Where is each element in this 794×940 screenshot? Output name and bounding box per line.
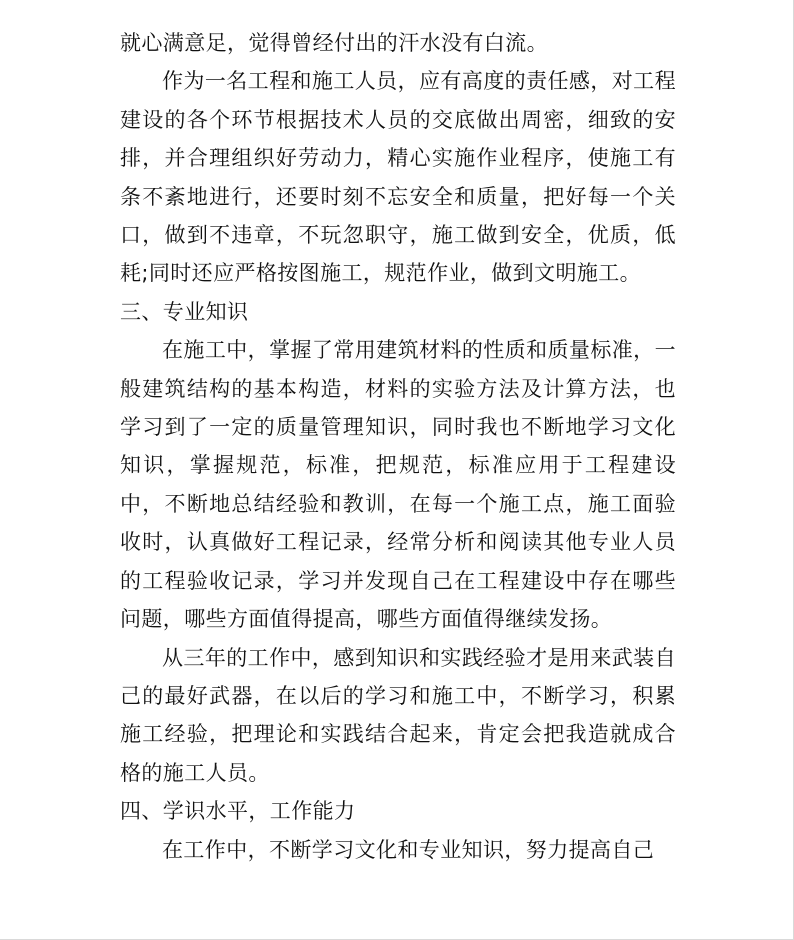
paragraph-ability: 在工作中，不断学习文化和专业知识，努力提高自己 [162,837,655,862]
paragraph-experience: 从三年的工作中，感到知识和实践经验才是用来武装自己的最好武器，在以后的学习和施工中，不断学习，积累施工经验，把理论和实践结合起来，肯定会把我造就成合格的施工人员。 [120,645,676,785]
section-heading-professional-knowledge: 三、专业知识 [120,299,249,324]
paragraph-responsibility: 作为一名工程和施工人员，应有高度的责任感，对工程建设的各个环节根据技术人员的交底做出周密，细致的安排，并合理组织好劳动力，精心实施作业程序，使施工有条不紊地进行，还要时刻不忘安全和质量，把好每一个关口，做到不违章，不玩忽职守，施工做到安全，优质，低耗;同时还应严格按图施工，规范作业，做到文明施工。 [120,69,676,286]
document-body [120,24,676,869]
paragraph-professional-knowledge: 在施工中，掌握了常用建筑材料的性质和质量标准，一般建筑结构的基本构造，材料的实验方法及计算方法，也学习到了一定的质量管理知识，同时我也不断地学习文化知识，掌握规范，标准，把规范，标准应用于工程建设中，不断地总结经验和教训，在每一个施工点，施工面验收时，认真做好工程记录，经常分析和阅读其他专业人员的工程验收记录，学习并发现自己在工程建设中存在哪些问题，哪些方面值得提高，哪些方面值得继续发扬。 [120,338,676,632]
paragraph-continuation: 就心满意足，觉得曾经付出的汗水没有白流。 [120,31,548,55]
section-heading-ability: 四、学识水平，工作能力 [120,799,356,824]
